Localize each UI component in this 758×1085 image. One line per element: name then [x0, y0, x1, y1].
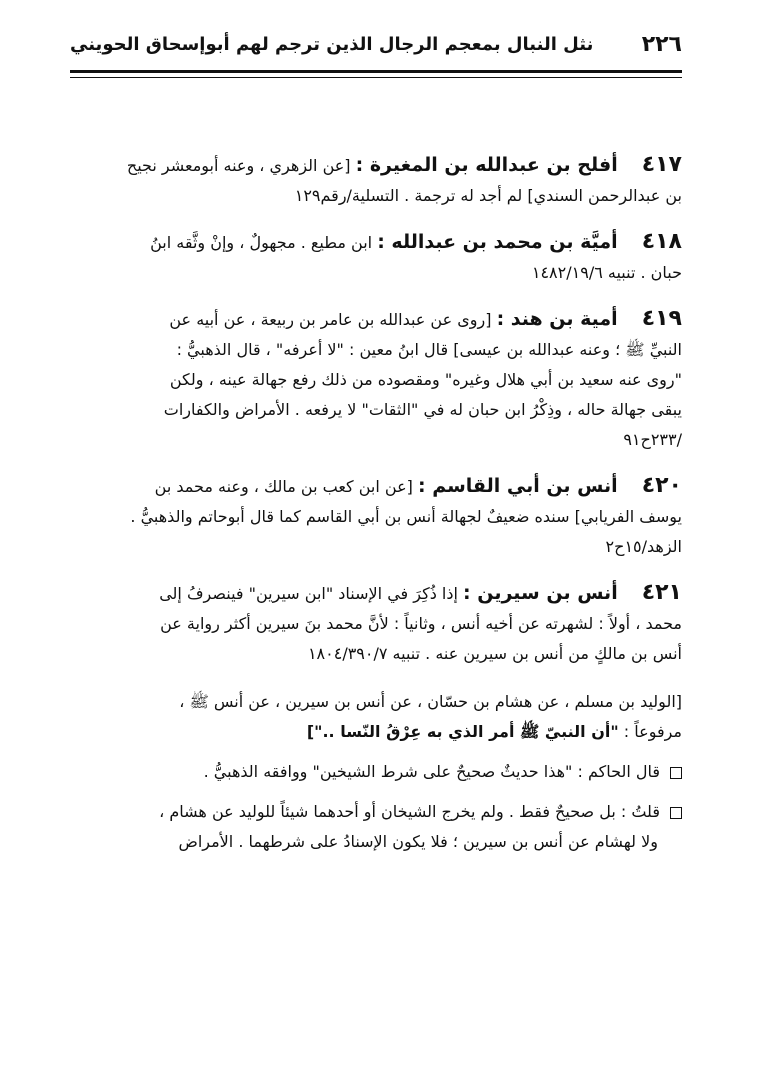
hadith-quote: [78, 687, 682, 747]
bullet-text: قلتُ : بل صحيحٌ فقط . ولم يخرج الشيخان أو أحدهما شيئاً للوليد عن هشام ،: [159, 802, 660, 821]
running-title: نثل النبال بمعجم الرجال الذين ترجم لهم أبوإسحاق الحويني: [70, 34, 594, 55]
entry-number: ٤١٩: [641, 306, 682, 331]
entry-name: أفلح بن عبدالله بن المغيرة :: [355, 154, 618, 176]
entry-420: [78, 471, 682, 562]
bullet-text: ولا لهشام عن أنس بن سيرين ؛ فلا يكون الإسنادُ على شرطهما . الأمراض: [178, 832, 658, 851]
bullet-item: [78, 797, 682, 827]
entry-number: ٤١٧: [641, 152, 682, 177]
checkbox-bullet-icon: [670, 767, 682, 779]
entry-419: [78, 304, 682, 455]
entry-text: محمد ، أولاً : لشهرته عن أخيه أنس ، وثانياً : لأنَّ محمد بنَ سيرين أكثر رواية عن: [160, 614, 682, 633]
entry-text: حبان . تنبيه ١٤٨٢/١٩/٦: [531, 263, 682, 282]
bullet-list: [78, 757, 682, 857]
checkbox-bullet-icon: [670, 807, 682, 819]
entry-name: أميَّة بن محمد بن عبدالله :: [377, 231, 618, 253]
entry-text: يبقى جهالة حاله ، وذِكْرُ ابن حبان له في "الثقات" لا يرفعه . الأمراض والكفارات: [163, 400, 682, 419]
entry-text: إذا ذُكِرَ في الإسناد "ابن سيرين" فينصرفُ إلى: [159, 584, 458, 603]
quote-line: [الوليد بن مسلم ، عن هشام بن حسّان ، عن أنس بن سيرين ، عن أنس ﷺ ،: [179, 692, 682, 711]
entry-text: "روى عنه سعيد بن أبي هلال وغيره" ومقصوده من ذلك رفع جهالة عينه ، ولكن: [169, 370, 682, 389]
entry-number: ٤٢١: [641, 580, 682, 605]
entry-417: [78, 150, 682, 211]
entry-text: يوسف الفريابي] سنده ضعيفٌ لجهالة أنس بن أبي القاسم كما قال أبوحاتم والذهبيُّ .: [130, 507, 682, 526]
bullet-item: [78, 757, 682, 787]
entry-text: النبيِّ ﷺ ؛ وعنه عبدالله بن عيسى] قال ابنُ معين : "لا أعرفه" ، قال الذهبيُّ :: [176, 340, 682, 359]
page-number: ٢٢٦: [641, 32, 682, 57]
entry-name: أنس بن أبي القاسم :: [417, 475, 618, 497]
header-rule-thick: [70, 70, 682, 73]
entry-text: [عن الزهري ، وعنه أبومعشر نجيح: [126, 156, 351, 175]
entry-text: [عن ابن كعب بن مالك ، وعنه محمد بن: [154, 477, 413, 496]
entry-text: الزهد/١٥ح٢: [605, 537, 682, 556]
entry-text: أنس بن مالكٍ من أنس بن سيرين عنه . تنبيه ١٨٠٤/٣٩٠/٧: [307, 644, 682, 663]
entry-text: /٢٣٣ح٩١: [623, 430, 682, 449]
entry-number: ٤١٨: [641, 229, 682, 254]
entry-name: أمية بن هند :: [496, 308, 618, 330]
entry-421: [78, 578, 682, 669]
quote-hadith-text: "أن النبيّ ﷺ أمر الذي به عِرْقُ النّسا .."]: [306, 722, 619, 741]
entry-name: أنس بن سيرين :: [463, 582, 618, 604]
entry-text: بن عبدالرحمن السندي] لم أجد له ترجمة . التسلية/رقم١٢٩: [294, 186, 682, 205]
entry-text: ابن مطيع . مجهولٌ ، وإنْ وثَّقه ابنُ: [150, 233, 373, 252]
entry-number: ٤٢٠: [641, 473, 682, 498]
quote-prefix: مرفوعاً :: [618, 722, 682, 741]
page-header: [70, 28, 682, 80]
entry-418: [78, 227, 682, 288]
bullet-text: قال الحاكم : "هذا حديثٌ صحيحٌ على شرط الشيخين" ووافقه الذهبيُّ .: [203, 762, 660, 781]
entry-text: [روى عن عبدالله بن عامر بن ربيعة ، عن أبيه عن: [169, 310, 492, 329]
page-body: [78, 150, 682, 857]
header-rule-thin: [70, 77, 682, 78]
